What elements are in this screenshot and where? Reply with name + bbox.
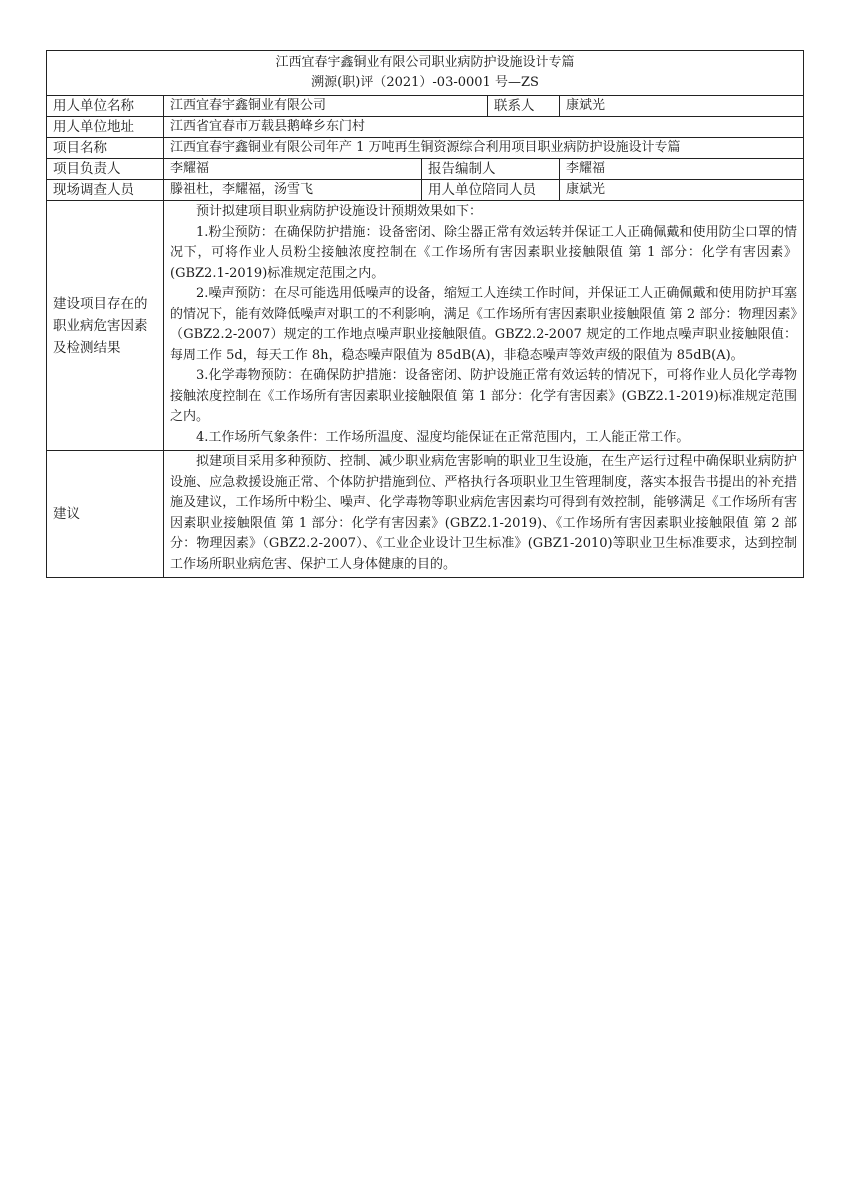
employer-row	[47, 96, 804, 117]
leader-label: 项目负责人	[47, 159, 164, 180]
leader-value: 李耀福	[164, 159, 422, 180]
hazards-chemical: 3.化学毒物预防：在确保防护措施：设备密闭、防护设施正常有效运转的情况下，可将作业人员化学毒物接触浓度控制在《工作场所有害因素职业接触限值 第 1 部分：化学有害因素》(GBZ2.1-2019)标准规定范围之内。	[170, 368, 798, 424]
report-table	[46, 50, 804, 578]
address-label: 用人单位地址	[47, 117, 164, 138]
hazards-intro: 预计拟建项目职业病防护设施设计预期效果如下：	[196, 204, 483, 219]
hazards-dust: 1.粉尘预防：在确保防护措施：设备密闭、除尘器正常有效运转并保证工人正确佩戴和使用防尘口罩的情况下，可将作业人员粉尘接触浓度控制在《工作场所有害因素职业接触限值 第 1 部分：化学有害因素》(GBZ2.1-2019)标准规定范围之内。	[170, 224, 798, 281]
escort-value: 康斌光	[560, 180, 804, 201]
advice-text: 拟建项目采用多种预防、控制、减少职业病危害影响的职业卫生设施，在生产运行过程中确保职业病防护设施、应急救援设施正常、个体防护措施到位、严格执行各项职业卫生管理制度，落实本报告书提出的补充措施及建议，工作场所中粉尘、噪声、化学毒物等职业病危害因素均可得到有效控制，能够满足《工作场所有害因素职业接触限值 第 1 部分：化学有害因素》(GBZ2.1-2019)、《工作场所有害因素职业接触限值 第 2 部分：物理因素》（GBZ2.2-2007）、《工业企业设计卫生标准》(GBZ1-2010)等职业卫生标准要求，达到控制工作场所职业病危害、保护工人身体健康的目的。	[170, 454, 798, 572]
author-label: 报告编制人	[422, 159, 560, 180]
author-value: 李耀福	[560, 159, 804, 180]
title-row	[47, 51, 804, 96]
hazards-content	[164, 201, 804, 451]
title-cell	[47, 51, 804, 96]
hazards-noise: 2.噪声预防：在尽可能选用低噪声的设备，缩短工人连续工作时间，并保证工人正确佩戴和使用防护耳塞的情况下，能有效降低噪声对职工的不利影响，满足《工作场所有害因素职业接触限值 第 2 部分：物理因素》（GBZ2.2-2007）规定的工作地点噪声职业接触限值。GBZ2.2-2007 规定的工作地点噪声职业接触限值：每周工作 5d，每天工作 8h，稳态噪声限值为 85dB(A)，非稳态噪声等效声级的限值为 85dB(A)。	[170, 286, 798, 363]
contact-value: 康斌光	[560, 96, 804, 117]
project-label: 项目名称	[47, 138, 164, 159]
hazards-label: 建设项目存在的职业病危害因素及检测结果	[47, 201, 164, 451]
address-value: 江西省宜春市万载县鹅峰乡东门村	[164, 117, 804, 138]
surveyors-label: 现场调查人员	[47, 180, 164, 201]
project-value: 江西宜春宇鑫铜业有限公司年产 1 万吨再生铜资源综合利用项目职业病防护设施设计专篇	[164, 138, 804, 159]
project-row	[47, 138, 804, 159]
surveyors-row	[47, 180, 804, 201]
escort-label: 用人单位陪同人员	[422, 180, 560, 201]
employer-name-value: 江西宜春宇鑫铜业有限公司	[164, 96, 488, 117]
address-row	[47, 117, 804, 138]
employer-name-label: 用人单位名称	[47, 96, 164, 117]
advice-content	[164, 451, 804, 578]
report-title: 江西宜春宇鑫铜业有限公司职业病防护设施设计专篇	[275, 55, 575, 70]
hazards-row	[47, 201, 804, 451]
leader-row	[47, 159, 804, 180]
contact-label: 联系人	[488, 96, 560, 117]
hazards-climate: 4.工作场所气象条件：工作场所温度、湿度均能保证在正常范围内，工人能正常工作。	[196, 429, 690, 445]
advice-row	[47, 451, 804, 578]
advice-label: 建议	[47, 451, 164, 578]
report-code: 溯源(职)评（2021）-03-0001 号—ZS	[311, 75, 539, 90]
surveyors-value: 滕祖杜，李耀福，汤雪飞	[164, 180, 422, 201]
